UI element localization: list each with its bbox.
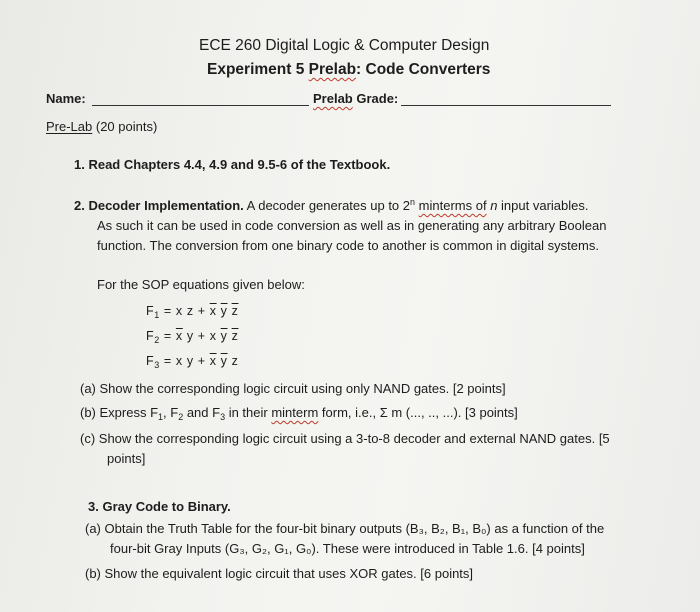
grade-prelab-word: Prelab <box>313 91 353 106</box>
question-2-line-1 <box>74 198 588 215</box>
q2b-post: form, i.e., Σ m (..., .., ...). [3 points] <box>318 405 518 420</box>
f3-sub: 3 <box>154 360 160 370</box>
question-3a-line-1: (a) Obtain the Truth Table for the four-bit binary outputs (B₃, B₂, B₁, B₀) as a function of the <box>85 521 605 536</box>
q2b-sub2: 2 <box>178 412 184 422</box>
equation-f2 <box>146 328 238 345</box>
f3-lhs: F <box>146 354 155 368</box>
q2b-sub3: 3 <box>220 412 226 422</box>
course-title: ECE 260 Digital Logic & Computer Design <box>199 37 490 54</box>
question-2b <box>80 405 518 422</box>
q2b-sub1: 1 <box>158 412 164 422</box>
q2b-mid2: and F <box>183 405 221 420</box>
q2b-minterm: minterm <box>271 405 319 420</box>
f2-ybar: $\overline{y}$ <box>220 329 228 343</box>
f1-lhs: F <box>146 304 155 318</box>
f2-xbar: $\overline{x}$ <box>175 329 183 343</box>
f1-ybar: $\overline{y}$ <box>220 304 228 318</box>
grade-field[interactable] <box>401 105 611 106</box>
question-2-title: 2. Decoder Implementation. <box>74 198 244 213</box>
prelab-heading <box>46 119 157 135</box>
f3-xbar: $\overline{x}$ <box>209 354 217 368</box>
f2-eq: = <box>159 329 176 343</box>
question-2-line-2: As such it can be used in code conversion as well as in generating any arbitrary Boolean <box>97 218 607 233</box>
f3-terms: = x y + <box>159 354 210 368</box>
experiment-title <box>207 60 490 79</box>
question-3b: (b) Show the equivalent logic circuit that uses XOR gates. [6 points] <box>85 566 474 581</box>
f1-sub: 1 <box>154 310 160 320</box>
f2-sub: 2 <box>154 335 160 345</box>
question-2c-line-2: points] <box>107 451 146 466</box>
equation-f1 <box>146 303 238 320</box>
q2-superscript-n: n <box>410 197 416 207</box>
question-3a-line-2: four-bit Gray Inputs (G₃, G₂, G₁, G₀). These were introduced in Table 1.6. [4 points] <box>110 541 585 556</box>
question-3-title: 3. Gray Code to Binary. <box>88 499 231 514</box>
experiment-prelab-word: Prelab <box>308 61 357 78</box>
sop-intro: For the SOP equations given below: <box>97 277 305 292</box>
f2-zbar: $\overline{z}$ <box>231 329 239 343</box>
q2b-pre: (b) Express F <box>80 405 159 420</box>
f2-lhs: F <box>146 329 155 343</box>
prelab-label: Pre-Lab <box>46 119 93 134</box>
name-field[interactable] <box>92 105 309 106</box>
f2-mid: y + x <box>182 329 221 343</box>
f1-zbar: $\overline{z}$ <box>231 304 239 318</box>
question-2c-line-1: (c) Show the corresponding logic circuit using a 3-to-8 decoder and external NAND gates. [5 <box>80 431 610 446</box>
q2-text-d: input variables. <box>497 198 589 213</box>
q2-text-a: A decoder generates up to 2 <box>243 198 411 213</box>
name-label: Name: <box>46 91 86 106</box>
prelab-points: (20 points) <box>92 119 158 134</box>
equation-f3 <box>146 353 238 370</box>
grade-suffix: Grade: <box>352 91 399 106</box>
experiment-suffix: : Code Converters <box>356 61 491 78</box>
grade-label <box>313 91 398 107</box>
q2b-mid3: in their <box>225 405 272 420</box>
f3-tail: z <box>227 354 239 368</box>
question-2-line-3: function. The conversion from one binary code to another is common in digital systems. <box>97 238 599 253</box>
experiment-prefix: Experiment 5 <box>207 61 309 78</box>
f3-ybar: $\overline{y}$ <box>220 354 228 368</box>
f1-xbar: $\overline{x}$ <box>209 304 217 318</box>
q2b-mid1: , F <box>163 405 179 420</box>
question-1: 1. Read Chapters 4.4, 4.9 and 9.5-6 of the Textbook. <box>74 157 391 172</box>
q2-italic-n: n <box>490 198 498 213</box>
q2-minterms-of: minterms of <box>418 198 487 213</box>
question-2a: (a) Show the corresponding logic circuit using only NAND gates. [2 points] <box>80 381 506 396</box>
f1-terms: = x z + <box>159 304 210 318</box>
